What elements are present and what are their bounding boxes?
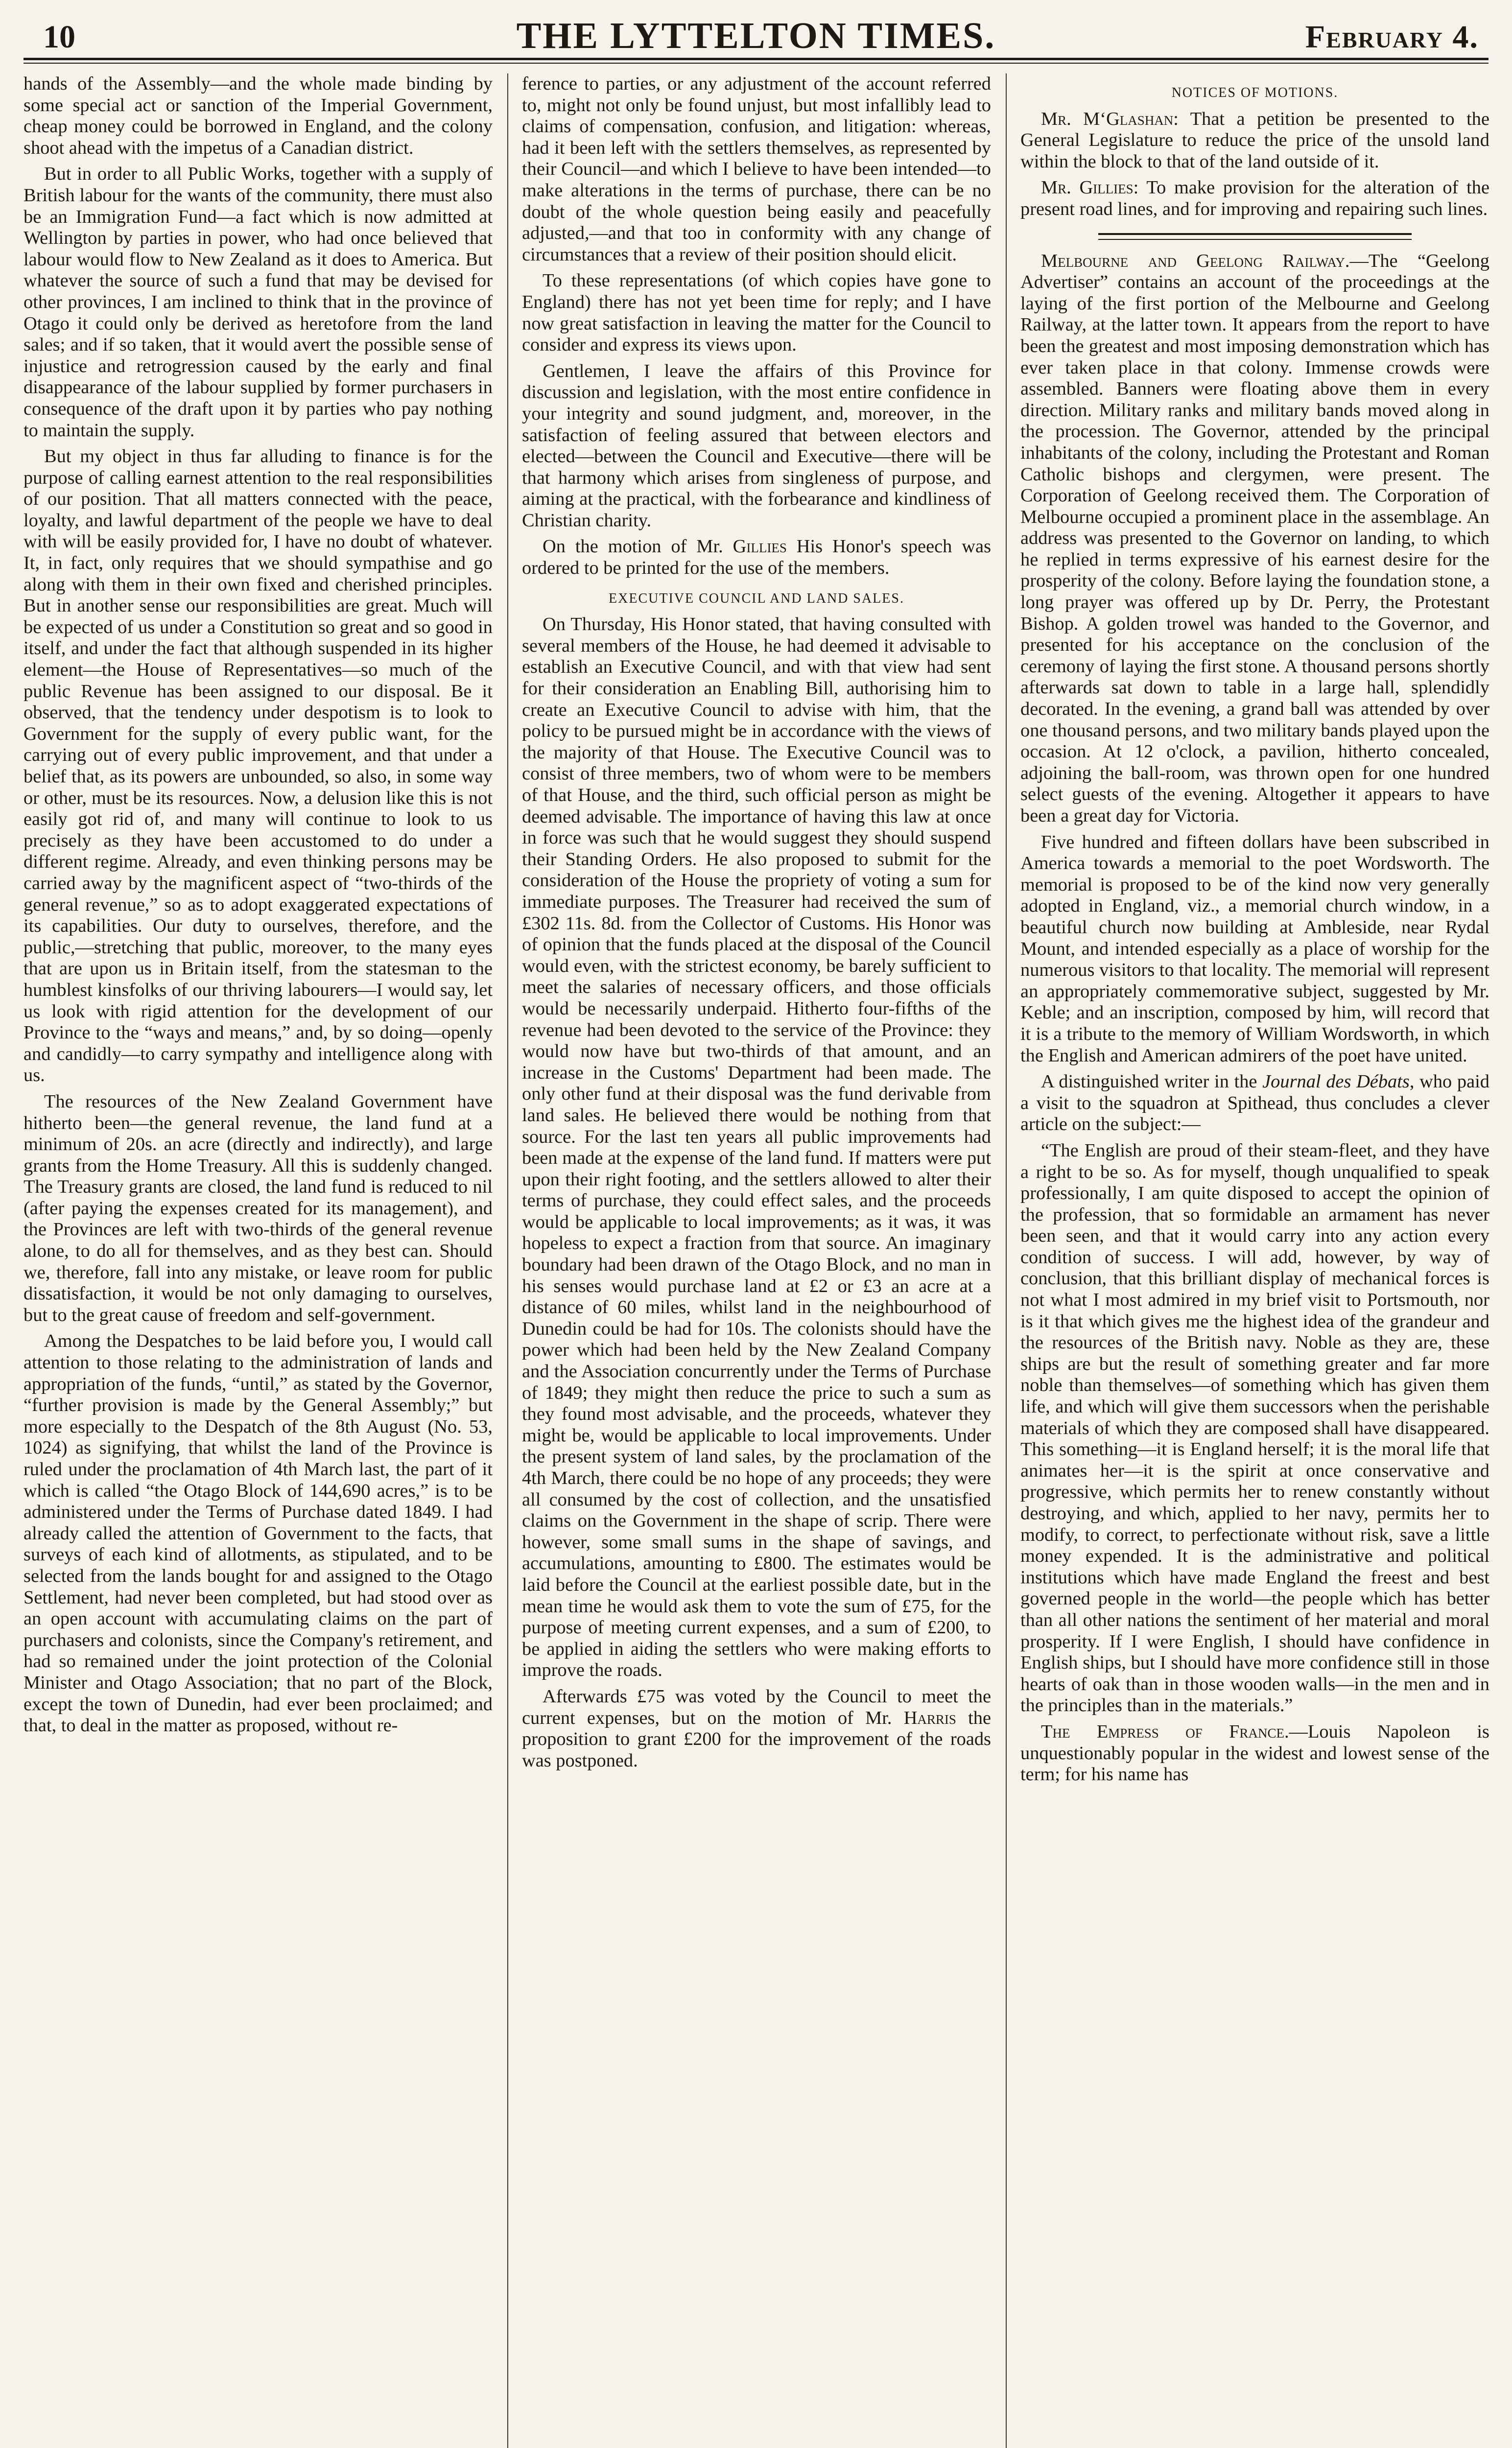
text-run: —Louis Napoleon is unquestionably popular in the widest and lowest sense of the term; for his name has [1020,1721,1489,1785]
quoted-paragraph: “The English are proud of their steam-fleet, and they have a right to be so. As for myself, though unqualified to speak professionally, I am quite disposed to accept the opinion of the profession, that so formidable an armament has never been seen, and that it would carry into any action every condition of success. I will add, however, by way of conclusion, that this brilliant display of mechanical forces is not what I most admired in my brief visit to Portsmouth, nor is it that which gives me the highest idea of the grandeur and the resources of the British navy. Noble as they are, these ships are but the result of something greater and far more noble than themselves—of something which has given them life, and which will give them successors when the perishable materials of which they are composed shall have disappeared. This something—it is England herself; it is the moral life that animates her—it is the spirit at once conservative and progressive, which permits her to renew constantly without destroying, and which, applied to her navy, permits her to modify, to correct, to perfectionate without risk, save a little money expended. It is the administrative and political institutions which have made England the freest and best governed people in the world—the people which has better than all other nations the sentiment of her material and moral prosperity. If I were English, I should have confidence in English ships, but I should have more confidence still in those hearts of oak than in those wooden walls—in the men and in the principles than in the materials.” [1020,1140,1489,1716]
text-run: —The “Geelong Advertiser” contains an account of the proceedings at the laying of the first portion of the Melbourne and Geelong Railway, at the latter town. It appears from the report to have been the greatest and most imposing demonstration which has ever taken place in that colony. Immense crowds were assembled. Banners were floating above them in every direction. Military ranks and military bands moved along in the procession. The Governor, attended by the principal inhabitants of the colony, including the Protestant and Roman Catholic bishops and clergymen, were present. The Corporation of Geelong received them. The Corporation of Melbourne occupied a prominent place in the assemblage. An address was presented to the Governor on landing, to which he replied in terms expressive of his earnest desire for the prosperity of the colony. Before laying the foundation stone, a long prayer was offered up by Dr. Perry, the Protestant Bishop. A golden trowel was handed to the Governor, and presented for his acceptance on the conclusion of the ceremony of laying the first stone. A thousand persons shortly afterwards sat down to table in a large hall, splendidly decorated. In the evening, a grand ball was attended by over one thousand persons, and two military bands played upon the occasion. At 12 o'clock, a pavilion, hitherto concealed, adjoining the ball-room, was thrown open for one hundred select guests of the evening. Altogether it appears to have been a great day for Victoria. [1020,250,1489,826]
section-separator [1098,233,1412,240]
article-paragraph: But my object in thus far alluding to finance is for the purpose of calling earnest attention to the real responsibilities of our position. That all matters connected with the peace, loyalty, and lawful department of the people we have to deal with will be easily provided for, I have no doubt of whatever. It, in fact, only requires that we should sympathise and go along with them in their own fixed and cherished principles. But in another sense our responsibilities are great. Much will be expected of us under a Constitution so great and so good in itself, and under the fact that although suspended in its higher element—the House of Representatives—so much of the public Revenue has been assigned to our disposal. Be it observed, that the tendency under despotism is to look to Government for the supply of every public want, for the carrying out of every public improvement, and that under a belief that, as its powers are unbounded, so also, in some way or other, must be its resources. Now, a delusion like this is not easily got rid of, and many will continue to look to us precisely as they have been accustomed to do under a different regime. Already, and even thinking persons may be carried away by the magnificent aspect of “two-thirds of the general revenue,” so as to adopt exaggerated expectations of its capabilities. Our duty to ourselves, therefore, and the public,—stretching that public, moreover, to the many eyes that are upon us in Britain itself, from the statesman to the humblest kinsfolks of our thriving labourers—I would say, let us look with rigid attention for the development of our Province to the “ways and means,” and, by so doing—openly and candidly—to carry sympathy and intelligence along with us. [24,446,493,1086]
column-divider [1006,73,1007,2448]
column-2 [522,73,991,2448]
text-run: That a petition be presented to the General Legislature to reduce the price of the unsold land within the block to that of the land outside of it. [1020,108,1489,172]
text-run: , who paid a visit to the squadron at Spithead, thus concludes a clever article on the subject:— [1020,1071,1489,1135]
article-paragraph [1020,1721,1489,1786]
section-heading: NOTICES OF MOTIONS. [1171,85,1339,100]
member-name: Harris [903,1707,956,1728]
text-run: the proposition to grant £200 for the improvement of the roads was postponed. [522,1707,991,1771]
article-paragraph: The resources of the New Zealand Government have hitherto been—the general revenue, the land fund at a minimum of 20s. an acre (directly and indirectly), and large grants from the Home Treasury. All this is suddenly changed. The Treasury grants are closed, the land fund is reduced to nil (after paying the expenses created for its management), and the Provinces are left with two-thirds of the general revenue alone, to do all for themselves, and as they best can. Should we, therefore, fall into any mistake, or leave room for public dissatisfaction, it would be not only damaging to ourselves, but to the great cause of freedom and self-government. [24,1091,493,1325]
member-name: Mr. Gillies: [1041,177,1139,198]
article-paragraph: Gentlemen, I leave the affairs of this Province for discussion and legislation, with the most entire confidence in your integrity and sound judgment, and, moreover, in the satisfaction of feeling assured that between electors and elected—between the Council and Executive—there will be that harmony which arises from singleness of purpose, and aiming at the practical, with the forbearance and kindliness of Christian charity. [522,360,991,531]
article-paragraph [1020,1071,1489,1135]
column-3 [1020,73,1489,2448]
article-heading: Melbourne and Geelong Railway. [1041,250,1350,271]
text-run: To make provision for the alteration of the present road lines, and for improving and repairing such lines. [1020,177,1489,219]
article-paragraph: To these representations (of which copies have gone to England) there has not yet been time for reply; and I have now great satisfaction in leaving the matter for the Council to consider and express its views upon. [522,270,991,355]
text-run: His Honor's speech was ordered to be printed for the use of the members. [522,536,991,579]
notice-paragraph [1020,177,1489,220]
article-paragraph [522,536,991,579]
member-name: Mr. M‘Glashan: [1041,108,1179,129]
article-paragraph: On Thursday, His Honor stated, that having consulted with several members of the House, he had deemed it advisable to establish an Executive Council, and with that view had sent for their consideration an Enabling Bill, authorising him to create an Executive Council to advise with him, that the policy to be pursued might be in accordance with the views of the majority of that House. The Executive Council was to consist of three members, two of whom were to be members of that House, and the third, such official person as might be deemed advisable. The importance of having this law at once in force was such that he would suggest they should suspend their Standing Orders. He also proposed to submit for the consideration of the House the propriety of voting a sum for immediate purposes. The Treasurer had received the sum of £302 11s. 8d. from the Collector of Customs. His Honor was of opinion that the funds placed at the disposal of the Council would even, with the strictest economy, be barely sufficient to meet the salaries of necessary officers, and those officials would be necessarily underpaid. Hitherto four-fifths of the revenue had been devoted to the service of the Province: they would now have but two-thirds of that amount, and an increase in the Customs' Department had been made. The only other fund at their disposal was the fund derivable from land sales. He believed there would be nothing from that source. For the last ten years all public improvements had been made at the expense of the land fund. If matters were put upon their right footing, and the settlers allowed to alter their terms of purchase, they could effect sales, and the proceeds would be applicable to local improvements; as it was, it was hopeless to expect a fraction from that source. An imaginary boundary had been drawn of the Otago Block, and no man in his senses would purchase land at £2 or £3 an acre at a distance of 60 miles, whilst land in the neighbourhood of Dunedin could be had for 10s. The colonists should have the power which had been held by the New Zealand Company and the Association concurrently under the Terms of Purchase of 1849; they might then reduce the price to such a sum as they found most advisable, and the proceeds, whatever they might be, would be applicable to local improvements. Under the present system of land sales, by the proclamation of the 4th March, there could be no hope of any proceeds; they were all consumed by the cost of collection, and the unsatisfied claims on the Government in the shape of scrip. There were however, some small sums in the shape of savings, and accumulations, amounting to £800. The estimates would be laid before the Council at the earliest possible date, but in the mean time he would ask them to vote the sum of £75, for the purpose of meeting current expenses, and a sum of £200, to be applied in aiding the settlers who were making efforts to improve the roads. [522,614,991,1681]
member-name: Gillies [732,536,787,557]
column-divider [507,73,508,2448]
article-paragraph: ference to parties, or any adjustment of the account referred to, might not only be found unjust, but most infallibly lead to claims of compensation, confusion, and litigation: whereas, had it been left with the settlers themselves, as represented by their Council—and which I believe to have been intended—to make alterations in the terms of purchase, there can be no doubt of the whole question being easily and peacefully adjusted,—and that too in conformity with any change of circumstances that a review of their position should elicit. [522,73,991,265]
masthead-rule [24,58,1488,64]
text-run: On the motion of Mr. [543,536,733,557]
newspaper-title: THE LYTTELTON TIMES. [516,15,996,56]
masthead [24,10,1488,59]
section-heading: EXECUTIVE COUNCIL AND LAND SALES. [609,590,904,606]
journal-title: Journal des Débats [1262,1071,1410,1092]
article-paragraph: Among the Despatches to be laid before you, I would call attention to those relating to the administration of lands and appropriation of the funds, “until,” as stated by the Governor, “further provision is made by the General Assembly;” but more especially to the Despatch of the 8th August (No. 53, 1024) as signifying, that whilst the land of the Province is ruled under the proclamation of 4th March last, the part of it which is called “the Otago Block of 144,690 acres,” is to be administered under the Terms of Purchase dated 1849. I had already called the attention of Government to the facts, that surveys of each kind of allotments, as stipulated, and to be selected from the lands bought for and assigned to the Otago Settlement, had never been completed, but had stood over as an open account with accumulating claims on the part of purchasers and colonists, since the Company's retirement, and had so remained under the joint protection of the Colonial Minister and Otago Association; that no part of the Block, except the town of Dunedin, had ever been proclaimed; and that, to deal in the matter as proposed, without re- [24,1331,493,1736]
article-paragraph: But in order to all Public Works, together with a supply of British labour for the wants of the community, there must also be an Immigration Fund—a fact which is now admitted at Wellington by parties in power, who had once believed that labour would flow to New Zealand as it does to America. But whatever the source of such a fund that may be devised for other provinces, I am inclined to think that in the province of Otago it could only be derived as heretofore from the land sales; and if so taken, that it would avert the possible sense of injustice and retrogression caused by the early and final disappearance of the labour supplied by former purchasers in consequence of the draft upon it by parties who pay nothing to maintain the supply. [24,164,493,441]
article-paragraph [522,1686,991,1771]
notice-paragraph [1020,109,1489,173]
page-number: 10 [43,19,75,55]
article-paragraph: hands of the Assembly—and the whole made binding by some special act or sanction of the Imperial Government, cheap money could be borrowed in England, and the colony shoot ahead with the impetus of a Canadian district. [24,73,493,158]
article-paragraph [1020,251,1489,827]
text-run: Afterwards £75 was voted by the Council to meet the current expenses, but on the motion of Mr. [522,1686,991,1728]
article-paragraph: Five hundred and fifteen dollars have been subscribed in America towards a memorial to the poet Wordsworth. The memorial is proposed to be of the kind now very generally adopted in England, viz., a memorial church window, in a beautiful church now building at Ambleside, near Rydal Mount, and intended especially as a place of worship for the numerous visitors to that locality. The memorial will represent an appropriately commemorative subject, suggested by Mr. Keble; and an inscription, composed by him, will record that it is a tribute to the memory of William Wordsworth, in which the English and American admirers of the poet have united. [1020,831,1489,1066]
article-heading: The Empress of France. [1041,1721,1289,1742]
text-run: A distinguished writer in the [1041,1071,1263,1092]
issue-date: February 4. [1305,19,1479,55]
column-1 [24,73,493,2448]
